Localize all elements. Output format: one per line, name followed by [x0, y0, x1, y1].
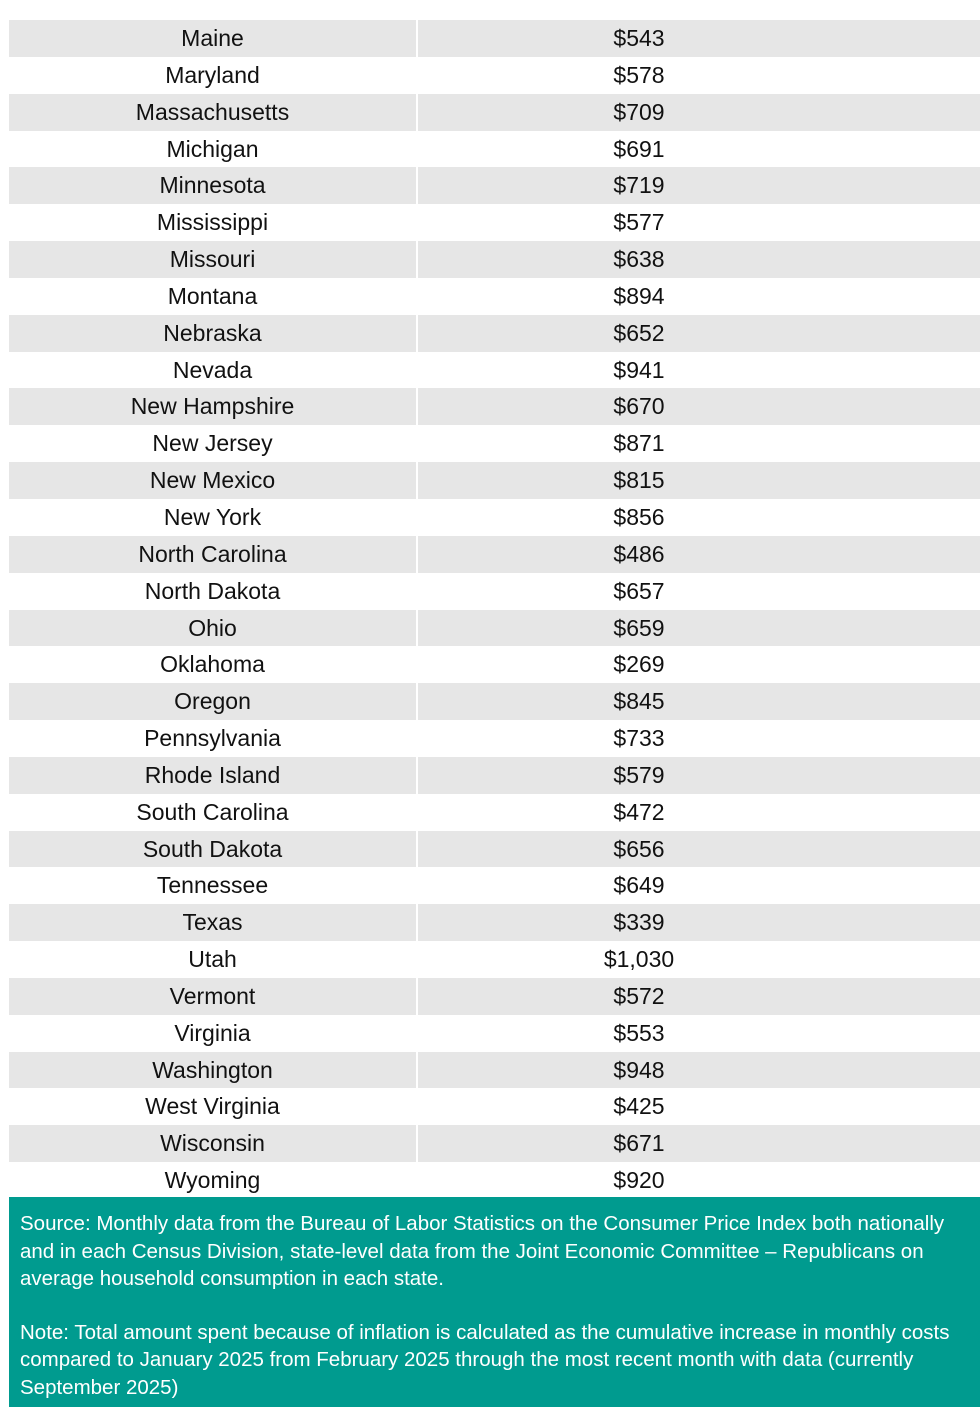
state-name-cell: Texas [9, 904, 417, 941]
state-name-cell: Pennsylvania [9, 720, 417, 757]
table-row [9, 20, 980, 57]
table-row [9, 536, 980, 573]
inflation-cost-cell: $941 [613, 356, 665, 383]
source-text: Source: Monthly data from the Bureau of Labor Statistics on the Consumer Price Index both nationally and in each Census Division, state-level data from the Joint Economic Committee – Republicans on average household consumption in each state. [20, 1212, 945, 1290]
source-note-box [9, 1197, 980, 1407]
table-row [9, 499, 980, 536]
state-name-cell: Maryland [9, 57, 417, 94]
state-name-cell: South Dakota [9, 831, 417, 868]
inflation-cost-cell: $659 [417, 610, 980, 647]
inflation-cost-cell: $638 [417, 241, 980, 278]
state-name-cell: Wyoming [9, 1162, 417, 1199]
state-name-cell: Mississippi [9, 204, 417, 241]
state-name-cell: West Virginia [9, 1088, 417, 1125]
inflation-cost-cell: $691 [613, 135, 665, 162]
table-row [9, 462, 980, 499]
state-name-cell: North Dakota [9, 573, 417, 610]
table-row [9, 425, 980, 462]
inflation-cost-cell: $671 [417, 1125, 980, 1162]
state-name-cell: New Mexico [9, 462, 417, 499]
inflation-cost-cell: $486 [417, 536, 980, 573]
table-row [9, 131, 980, 168]
inflation-cost-cell: $709 [417, 94, 980, 131]
inflation-cost-cell: $578 [613, 61, 665, 88]
table-row [9, 941, 980, 978]
table-row [9, 94, 980, 131]
table-row [9, 978, 980, 1015]
inflation-cost-cell: $920 [613, 1167, 665, 1194]
state-name-cell: Minnesota [9, 167, 417, 204]
inflation-cost-cell: $815 [417, 462, 980, 499]
state-name-cell: Nevada [9, 352, 417, 389]
state-cost-table [9, 20, 980, 1199]
table-row [9, 57, 980, 94]
table-row [9, 757, 980, 794]
inflation-cost-cell: $339 [417, 904, 980, 941]
state-name-cell: Utah [9, 941, 417, 978]
inflation-cost-cell: $733 [613, 725, 665, 752]
table-row [9, 167, 980, 204]
table-row [9, 1015, 980, 1052]
inflation-cost-cell: $543 [417, 20, 980, 57]
state-name-cell: New Hampshire [9, 388, 417, 425]
table-row [9, 610, 980, 647]
state-name-cell: Montana [9, 278, 417, 315]
inflation-cost-cell: $1,030 [603, 946, 675, 973]
inflation-cost-cell: $572 [417, 978, 980, 1015]
state-name-cell: Rhode Island [9, 757, 417, 794]
inflation-cost-cell: $652 [417, 315, 980, 352]
state-name-cell: New Jersey [9, 425, 417, 462]
table-row [9, 720, 980, 757]
note-text: Note: Total amount spent because of inflation is calculated as the cumulative increase in monthly costs compared to January 2025 from February 2025 through the most recent month with data (currently September 2025) [20, 1320, 950, 1399]
inflation-cost-cell: $553 [613, 1019, 665, 1046]
table-row [9, 1162, 980, 1199]
state-name-cell: Wisconsin [9, 1125, 417, 1162]
inflation-cost-cell: $670 [417, 388, 980, 425]
table-row [9, 831, 980, 868]
inflation-cost-cell: $649 [613, 872, 665, 899]
state-name-cell: Vermont [9, 978, 417, 1015]
inflation-cost-cell: $948 [417, 1052, 980, 1089]
inflation-cost-cell: $856 [613, 503, 665, 530]
table-row [9, 904, 980, 941]
state-name-cell: Nebraska [9, 315, 417, 352]
state-name-cell: Tennessee [9, 867, 417, 904]
table-row [9, 1052, 980, 1089]
table-row [9, 388, 980, 425]
state-name-cell: Michigan [9, 131, 417, 168]
inflation-cost-cell: $425 [613, 1093, 665, 1120]
table-row [9, 352, 980, 389]
inflation-cost-cell: $719 [417, 167, 980, 204]
table-row [9, 794, 980, 831]
state-name-cell: South Carolina [9, 794, 417, 831]
inflation-cost-cell: $472 [613, 798, 665, 825]
inflation-cost-cell: $657 [613, 577, 665, 604]
state-name-cell: Massachusetts [9, 94, 417, 131]
table-row [9, 867, 980, 904]
state-name-cell: Oregon [9, 683, 417, 720]
table-row [9, 204, 980, 241]
table-row [9, 683, 980, 720]
table-row [9, 646, 980, 683]
table-row [9, 1088, 980, 1125]
state-name-cell: New York [9, 499, 417, 536]
state-cost-table-container [9, 20, 980, 1199]
inflation-cost-cell: $579 [417, 757, 980, 794]
state-name-cell: Missouri [9, 241, 417, 278]
inflation-cost-cell: $894 [613, 282, 665, 309]
state-name-cell: Oklahoma [9, 646, 417, 683]
table-row [9, 573, 980, 610]
inflation-cost-cell: $577 [613, 209, 665, 236]
table-row [9, 315, 980, 352]
inflation-cost-cell: $656 [417, 831, 980, 868]
table-row [9, 241, 980, 278]
state-name-cell: Ohio [9, 610, 417, 647]
table-body [9, 20, 980, 1199]
state-name-cell: North Carolina [9, 536, 417, 573]
state-name-cell: Washington [9, 1052, 417, 1089]
inflation-cost-cell: $269 [613, 651, 665, 678]
inflation-cost-cell: $871 [613, 430, 665, 457]
state-name-cell: Maine [9, 20, 417, 57]
state-name-cell: Virginia [9, 1015, 417, 1052]
table-row [9, 278, 980, 315]
inflation-cost-cell: $845 [417, 683, 980, 720]
table-row [9, 1125, 980, 1162]
